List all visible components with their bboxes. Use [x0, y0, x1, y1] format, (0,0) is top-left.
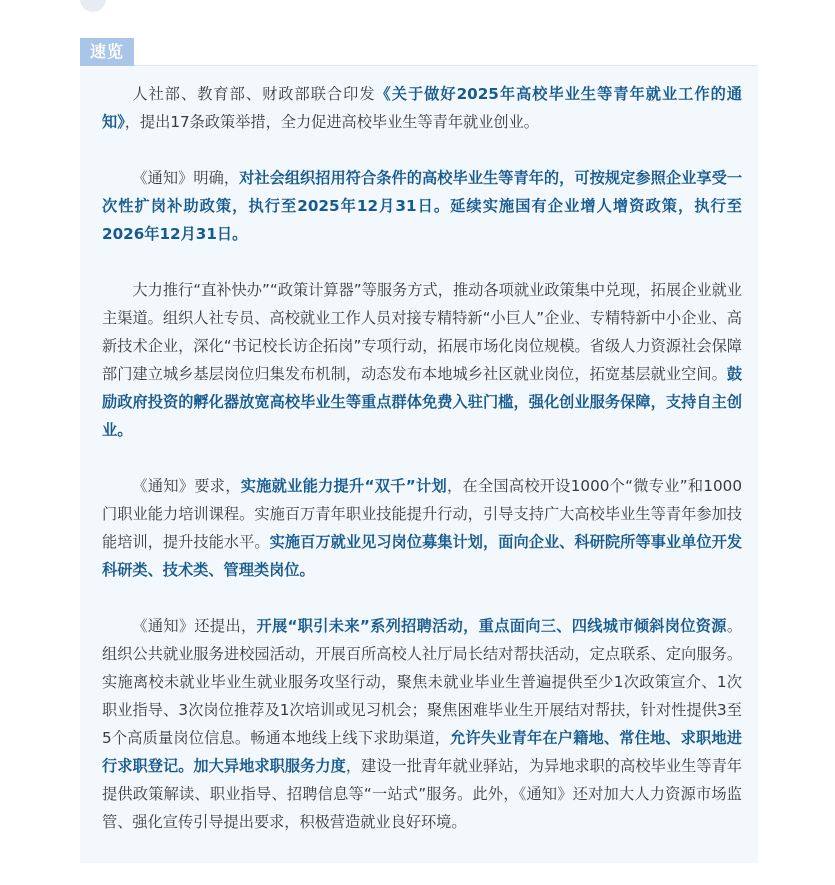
highlight-text: 允许失业青年在户籍地、常住地、求职地进行求职登记。加大异地求职服务力度 — [102, 729, 742, 775]
highlight-text: 《关于做好2025年高校毕业生等青年就业工作的通知》 — [102, 85, 742, 131]
text-run: 《通知》要求， — [132, 477, 241, 495]
paragraph-3 — [102, 276, 742, 444]
text-run: 。组织公共就业服务进校园活动，开展百所高校人社厅局长结对帮扶活动，定点联系、定向服务。实施离校未就业毕业生就业服务攻坚行动，聚焦未就业毕业生普遍提供至少1次政策宣介、1次职业指导、3次岗位推荐及1次培训或见习机会；聚焦困难毕业生开展结对帮扶，针对性提供3至5个高质量岗位信息。畅通本地线上线下求助渠道， — [102, 617, 743, 747]
summary-tag: 速览 — [80, 38, 134, 66]
divider — [134, 65, 758, 66]
highlight-text: 鼓励政府投资的孵化器放宽高校毕业生等重点群体免费入驻门槛，强化创业服务保障，支持自主创业。 — [102, 365, 742, 439]
article-body — [102, 80, 742, 864]
text-run: ，在全国高校开设1000个“微专业”和1000门职业能力培训课程。实施百万青年职业技能提升行动，引导支持广大高校毕业生等青年参加技能培训，提升技能水平。 — [102, 477, 743, 551]
text-run: 人社部、教育部、财政部联合印发 — [132, 85, 376, 103]
paragraph-4 — [102, 472, 742, 584]
text-run: 《通知》明确， — [132, 169, 240, 187]
highlight-text: 实施百万就业见习岗位募集计划，面向企业、科研院所等事业单位开发科研类、技术类、管理类岗位。 — [102, 533, 743, 579]
paragraph-5 — [102, 612, 742, 836]
text-run: 大力推行“直补快办”“政策计算器”等服务方式，推动各项就业政策集中兑现，拓展企业就业主渠道。组织人社专员、高校就业工作人员对接专精特新“小巨人”企业、专精特新中小企业、高新技术企业，深化“书记校长访企拓岗”专项行动，拓展市场化岗位规模。省级人力资源社会保障部门建立城乡基层岗位归集发布机制，动态发布本地城乡社区就业岗位，拓宽基层就业空间。 — [102, 281, 742, 383]
highlight-text: 实施就业能力提升“双千”计划 — [240, 477, 447, 495]
decorative-circle — [80, 0, 106, 12]
text-run: ，建设一批青年就业驿站，为异地求职的高校毕业生等青年提供政策解读、职业指导、招聘信息等“一站式”服务。此外，《通知》还对加大人力资源市场监管、强化宣传引导提出要求，积极营造就业良好环境。 — [102, 757, 743, 831]
paragraph-2 — [102, 164, 742, 248]
text-run: ，提出17条政策举措，全力促进高校毕业生等青年就业创业。 — [124, 113, 539, 131]
text-run: 《通知》还提出， — [132, 617, 257, 635]
highlight-text: 对社会组织招用符合条件的高校毕业生等青年的，可按规定参照企业享受一次性扩岗补助政策，执行至2025年12月31日。延续实施国有企业增人增资政策，执行至2026年12月31日。 — [102, 169, 743, 243]
paragraph-1 — [102, 80, 742, 136]
highlight-text: 开展“职引未来”系列招聘活动，重点面向三、四线城市倾斜岗位资源 — [256, 617, 727, 635]
